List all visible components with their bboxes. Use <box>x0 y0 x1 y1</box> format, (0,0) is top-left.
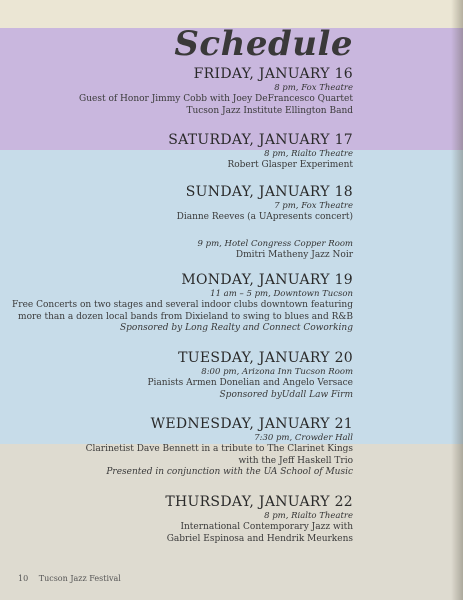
page-footer <box>18 574 129 583</box>
event-date: MONDAY, JANUARY 19 <box>181 272 353 288</box>
event-thursday <box>0 494 353 545</box>
event-date: FRIDAY, JANUARY 16 <box>193 66 353 82</box>
event-line: Gabriel Espinosa and Hendrik Meurkens <box>166 533 353 544</box>
event-saturday <box>0 132 353 172</box>
event-venue: 8 pm, Rialto Theatre <box>264 149 353 159</box>
event-venue: 9 pm, Hotel Congress Copper Room <box>197 239 353 249</box>
event-line: with the Jeff Haskell Trio <box>238 455 353 466</box>
event-venue: 8:00 pm, Arizona Inn Tucson Room <box>201 367 353 377</box>
event-line: Robert Glasper Experiment <box>227 160 353 170</box>
page-edge-shadow <box>451 0 463 600</box>
event-wednesday <box>0 416 353 479</box>
event-tuesday <box>0 350 353 401</box>
event-venue: 11 am – 5 pm, Downtown Tucson <box>210 289 353 299</box>
event-date: THURSDAY, JANUARY 22 <box>165 494 353 510</box>
publication-name: Tucson Jazz Festival <box>38 574 121 583</box>
event-line: Dianne Reeves (a UApresents concert) <box>176 212 353 222</box>
event-date: SUNDAY, JANUARY 18 <box>185 184 353 200</box>
page-number: 10 <box>18 574 29 583</box>
event-venue: 7:30 pm, Crowder Hall <box>254 433 353 443</box>
event-sunday-late <box>0 238 353 262</box>
event-line: Dmitri Matheny Jazz Noir <box>235 250 353 260</box>
event-sunday <box>0 184 353 224</box>
event-sponsor: Sponsored byUdall Law Firm <box>219 389 353 400</box>
event-line: more than a dozen local bands from Dixieland to swing to blues and R&B <box>18 311 353 322</box>
event-date: WEDNESDAY, JANUARY 21 <box>150 416 353 432</box>
event-line: Pianists Armen Donelian and Angelo Versace <box>147 378 353 388</box>
event-friday <box>0 66 353 117</box>
event-sponsor: Sponsored by Long Realty and Connect Coworking <box>119 323 353 333</box>
event-date: TUESDAY, JANUARY 20 <box>178 350 353 366</box>
event-line: Free Concerts on two stages and several indoor clubs downtown featuring <box>12 300 353 310</box>
event-venue: 8 pm, Fox Theatre <box>274 83 353 93</box>
event-line: International Contemporary Jazz with <box>180 522 353 532</box>
event-line: Tucson Jazz Institute Ellington Band <box>186 105 353 116</box>
event-line: Guest of Honor Jimmy Cobb with Joey DeFrancesco Quartet <box>79 94 353 104</box>
event-venue: 7 pm, Fox Theatre <box>274 201 353 211</box>
event-venue: 8 pm, Rialto Theatre <box>264 511 353 521</box>
event-line: Clarinetist Dave Bennett in a tribute to The Clarinet Kings <box>85 444 353 454</box>
event-sponsor: Presented in conjunction with the UA School of Music <box>106 467 353 477</box>
event-monday <box>0 272 353 335</box>
event-date: SATURDAY, JANUARY 17 <box>168 132 353 148</box>
page-title: Schedule <box>174 24 353 64</box>
